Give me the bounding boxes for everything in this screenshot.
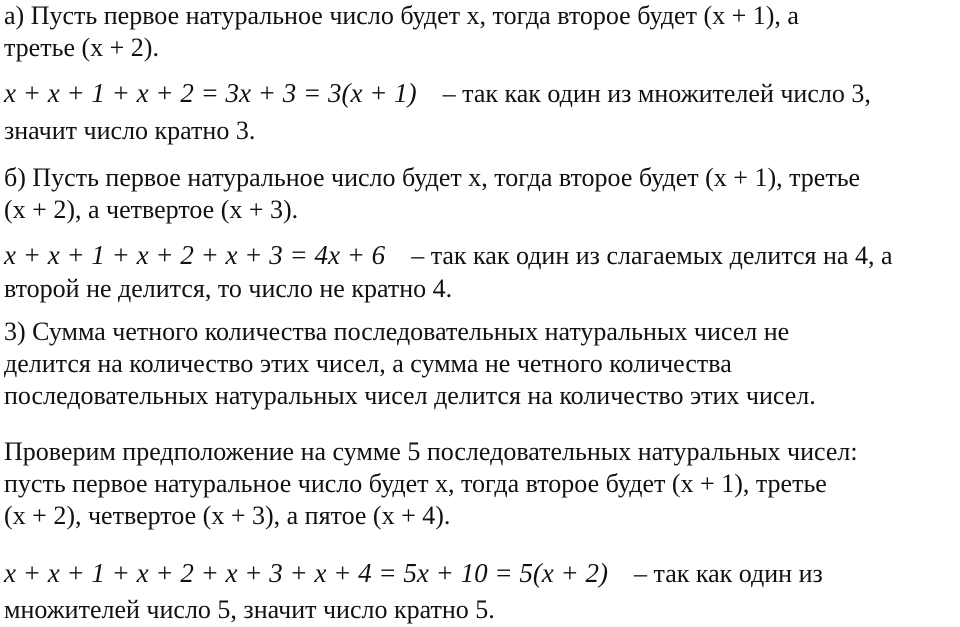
check-line-3: (x + 2), четвертое (x + 3), а пятое (x + 4). xyxy=(4,501,451,530)
part-b-line-1: б) Пусть первое натуральное число будет x, тогда второе будет (x + 1), третье xyxy=(4,163,861,192)
part-a-conclusion-row xyxy=(4,115,956,147)
check-line-1: Проверим предположение на сумме 5 последовательных натуральных чисел: xyxy=(4,437,858,466)
part-b-equation: x + x + 1 + x + 2 + x + 3 = 4x + 6 xyxy=(4,240,386,270)
check-line-2: пусть первое натуральное число будет x, тогда второе будет (x + 1), третье xyxy=(4,469,827,498)
part-a-line-2: третье (x + 2). xyxy=(4,33,159,62)
check-equation-tail: – так как один из xyxy=(634,559,823,588)
part-a-equation: x + x + 1 + x + 2 = 3x + 3 = 3(x + 1) xyxy=(4,78,417,108)
part-b-conclusion: второй не делится, то число не кратно 4. xyxy=(4,274,453,303)
part-c-statement xyxy=(4,316,956,412)
part-b-conclusion-row xyxy=(4,273,956,305)
check-equation: x + x + 1 + x + 2 + x + 3 + x + 4 = 5x + 10 = 5(x + 2) xyxy=(4,558,609,588)
check-conclusion-row xyxy=(4,594,956,626)
part-a-statement xyxy=(4,0,956,64)
part-c-line-1: 3) Сумма четного количества последовательных натуральных чисел не xyxy=(4,317,790,346)
check-conclusion: множителей число 5, значит число кратно 5. xyxy=(4,595,495,624)
check-equation-row xyxy=(4,557,956,590)
part-a-equation-row xyxy=(4,77,956,110)
part-b-equation-row xyxy=(4,239,956,272)
part-a-equation-tail: – так как один из множителей число 3, xyxy=(442,79,871,108)
part-a-line-1: а) Пусть первое натуральное число будет x, тогда второе будет (x + 1), а xyxy=(4,1,799,30)
part-c-line-2: делится на количество этих чисел, а сумма не четного количества xyxy=(4,349,732,378)
part-b-equation-tail: – так как один из слагаемых делится на 4, а xyxy=(411,241,893,270)
part-b-line-2: (x + 2), а четвертое (x + 3). xyxy=(4,195,299,224)
part-a-conclusion: значит число кратно 3. xyxy=(4,116,256,145)
part-b-statement xyxy=(4,162,956,226)
part-c-line-3: последовательных натуральных чисел делится на количество этих чисел. xyxy=(4,381,816,410)
check-statement xyxy=(4,436,956,532)
